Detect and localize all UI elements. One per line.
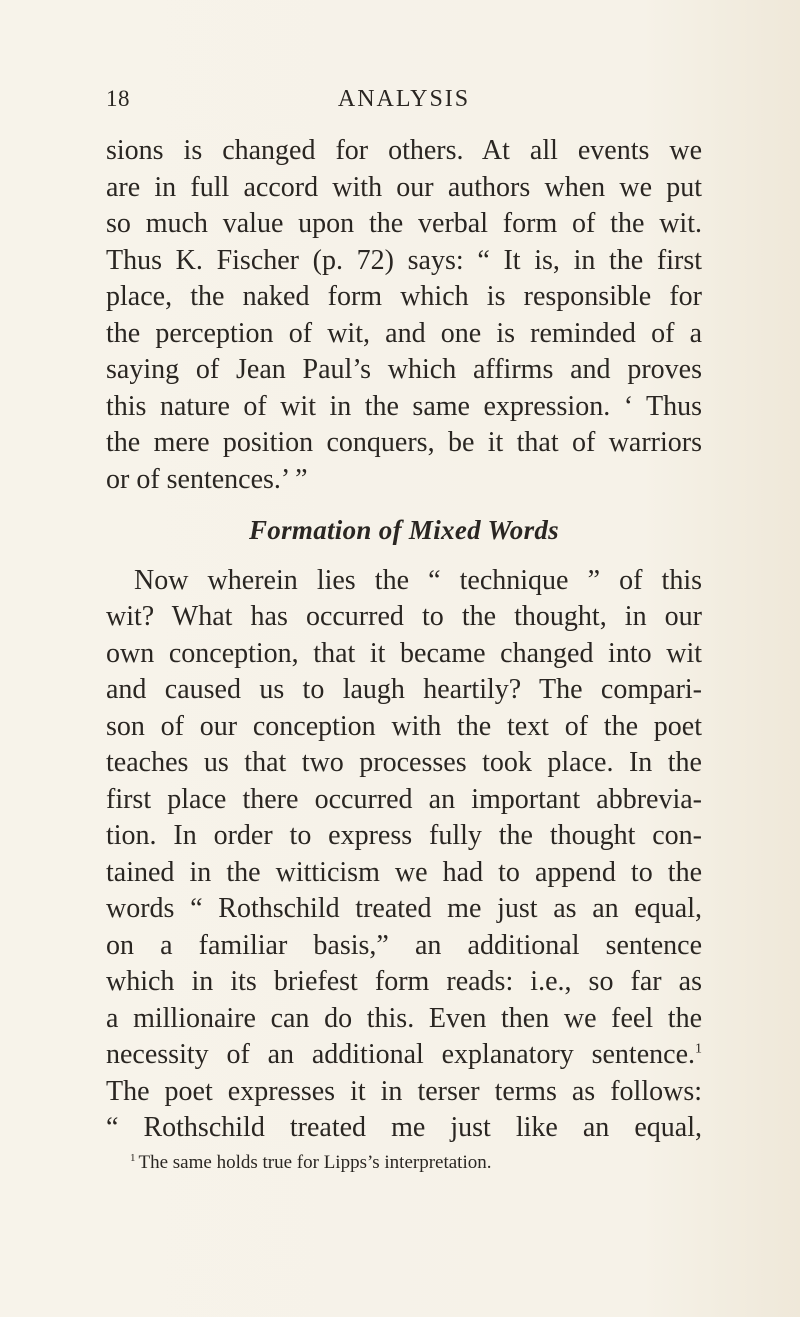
text-line: a millionaire can do this. Even then we feel the: [106, 1002, 702, 1034]
text-line-with-footnote-ref: [106, 1037, 702, 1074]
text-line: Now wherein lies the “ technique ” of this: [134, 564, 702, 596]
text-line: necessity of an additional explanatory sentence.: [106, 1039, 695, 1070]
page-header: [106, 86, 702, 116]
text-line: Thus K. Fischer (p. 72) says: “ It is, in the first: [106, 244, 702, 276]
text-line: teaches us that two processes took place. In the: [106, 747, 702, 778]
text-line: The poet expresses it in terser terms as follows:: [106, 1075, 702, 1107]
running-head: ANALYSIS: [337, 86, 471, 112]
page-number: 18: [106, 86, 130, 111]
text-line: which in its briefest form reads: i.e., so far as: [106, 966, 702, 997]
text-line: saying of Jean Paul’s which affirms and proves: [106, 354, 702, 385]
text-line: “ Rothschild treated me just like an equal,: [106, 1112, 702, 1143]
text-line: tained in the witticism we had to append to the: [106, 856, 702, 888]
footnote-reference: 1: [695, 1041, 702, 1057]
text-line: so much value upon the verbal form of the wit.: [106, 208, 702, 239]
paragraph-1: [106, 133, 702, 498]
paragraph-2: [106, 563, 702, 1147]
text-line: sions is changed for others. At all events we: [106, 135, 702, 166]
text-line: own conception, that it became changed into wit: [106, 637, 702, 669]
body-text: [106, 133, 702, 1147]
text-line: wit? What has occurred to the thought, in our: [106, 601, 702, 632]
text-line: the mere position conquers, be it that of warriors: [106, 427, 702, 458]
text-line: on a familiar basis,” an additional sentence: [106, 929, 702, 961]
text-line: this nature of wit in the same expression. ‘ Thus: [106, 390, 702, 422]
text-line: are in full accord with our authors when we put: [106, 171, 702, 203]
text-line: the perception of wit, and one is reminded of a: [106, 317, 702, 349]
text-line: son of our conception with the text of the poet: [106, 710, 702, 742]
section-heading: Formation of Mixed Words: [248, 515, 559, 545]
text-line: and caused us to laugh heartily? The compari-: [106, 674, 702, 705]
text-line: tion. In order to express fully the thought con-: [106, 820, 702, 851]
footnote-marker: 1: [130, 1151, 136, 1164]
footnote-text: The same holds true for Lipps’s interpretation.: [138, 1152, 492, 1173]
text-line: or of sentences.’ ”: [106, 463, 308, 495]
footnote: [130, 1151, 690, 1175]
text-line: place, the naked form which is responsible for: [106, 281, 702, 312]
text-line: first place there occurred an important abbrevia-: [106, 783, 702, 815]
text-line: words “ Rothschild treated me just as an equal,: [106, 893, 702, 924]
